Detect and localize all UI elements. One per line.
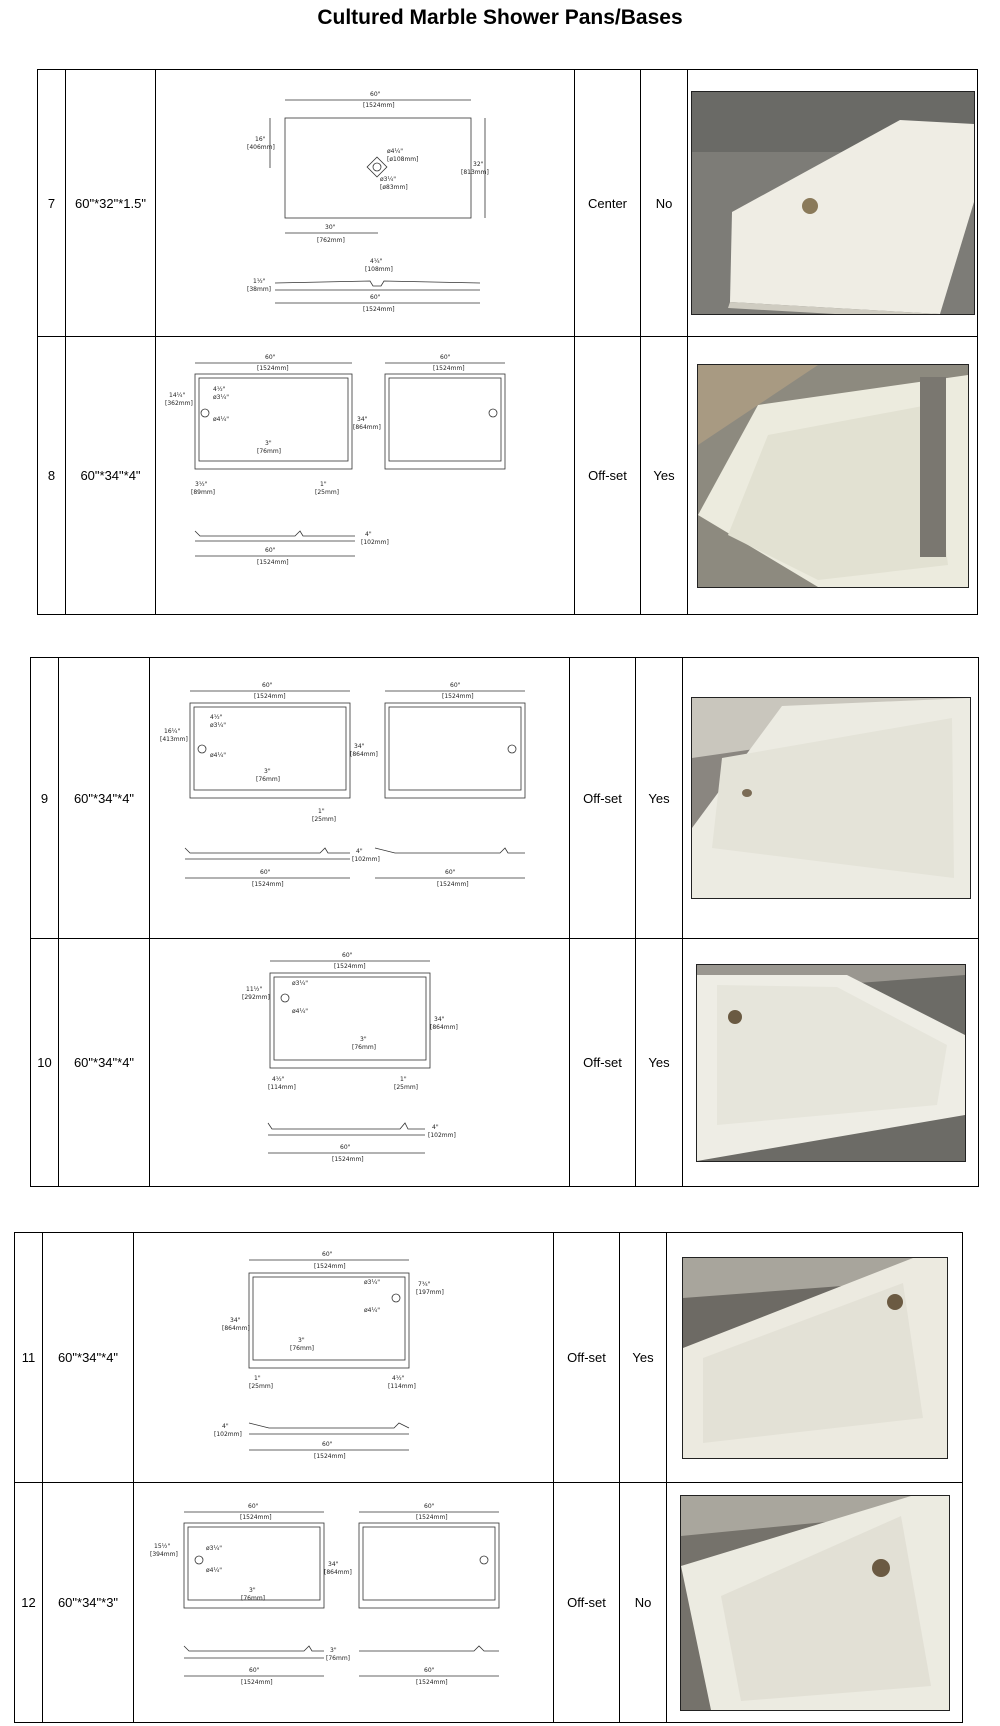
dim-base-length-b-mm: [1524mm] [415, 1678, 448, 1686]
dim-width-mm: [864mm] [221, 1324, 250, 1332]
dim-width-mm: [864mm] [353, 423, 381, 431]
product-photo [680, 1495, 950, 1711]
spec-table-a [37, 69, 978, 615]
model-number: 9 [31, 658, 59, 939]
dim-drain-c: ø4¼" [209, 752, 226, 759]
dim-side: 1" [399, 1075, 407, 1083]
table-row [31, 658, 979, 939]
spec-table-b [30, 657, 979, 1187]
product-photo [696, 964, 966, 1162]
product-photo-cell [683, 939, 979, 1187]
pan-size: 60"*32"*1.5" [66, 70, 156, 337]
dim-drain-a: 4½" [213, 385, 226, 393]
dim-height-mm: [38mm] [247, 286, 272, 293]
dim-height-mm: [76mm] [325, 1654, 350, 1662]
dim-base-length: 60" [370, 294, 381, 301]
dim-side-mm: [25mm] [315, 488, 340, 496]
drain-position: Center [575, 70, 641, 337]
dim-drain-b: ø3¼" [205, 1544, 222, 1552]
dim-drain-a: 4½" [209, 714, 222, 721]
dim-height: 4" [221, 1422, 229, 1430]
dim-width-mm: [813mm] [461, 169, 489, 176]
dim-drain-outer-mm: [ø108mm] [387, 156, 419, 163]
spec-table-c [14, 1232, 963, 1723]
dim-base-length: 60" [339, 1143, 350, 1151]
dim-length-b-mm: [1524mm] [441, 693, 474, 700]
dim-drain-a: 4½" [391, 1374, 404, 1382]
dim-height-mm: [102mm] [361, 538, 389, 546]
dim-height-mm: [102mm] [213, 1430, 242, 1438]
dim-base-length: 60" [265, 546, 276, 554]
dim-drain-offset-mm: [292mm] [241, 993, 270, 1001]
dim-length: 60" [265, 353, 276, 361]
dimension-drawing [150, 939, 570, 1187]
pan-size: 60"*34"*4" [59, 658, 150, 939]
product-photo-cell [667, 1233, 963, 1483]
dim-mid-mm: [76mm] [351, 1043, 376, 1051]
model-number: 11 [15, 1233, 43, 1483]
page-title: Cultured Marble Shower Pans/Bases [317, 6, 683, 29]
dim-mid: 3" [263, 768, 271, 775]
dim-mid: 3" [248, 1586, 256, 1594]
dim-side-mm: [25mm] [248, 1382, 273, 1390]
table-row [31, 939, 979, 1187]
dim-drain-inner-mm: [ø83mm] [380, 184, 408, 191]
dim-width: 34" [327, 1560, 338, 1568]
dim-drain-b: ø3¼" [209, 722, 226, 729]
dim-drain-offset-mm: [362mm] [165, 399, 193, 407]
product-photo [697, 364, 969, 588]
dim-length-b-mm: [1524mm] [415, 1513, 448, 1521]
dim-mid-mm: [76mm] [289, 1344, 314, 1352]
dim-width: 34" [433, 1015, 444, 1023]
dim-drain-inner: ø3¼" [380, 176, 397, 183]
dim-half-width: 16" [255, 136, 266, 143]
table-row [15, 1483, 963, 1723]
model-number: 12 [15, 1483, 43, 1723]
dim-height: 3" [329, 1646, 337, 1654]
dim-base-length-b: 60" [444, 869, 455, 876]
dim-base-length: 60" [321, 1440, 332, 1448]
drain-position: Off-set [570, 658, 636, 939]
dim-base-length: 60" [248, 1666, 259, 1674]
dim-drain-b: ø3¼" [213, 393, 230, 401]
dim-drain-offset: 15½" [153, 1542, 170, 1550]
dim-low-mm: [89mm] [191, 488, 216, 496]
dim-drain-outer: ø4¼" [387, 148, 404, 155]
dim-low: 3½" [195, 480, 208, 488]
dim-base-length-b: 60" [423, 1666, 434, 1674]
dim-base-length-mm: [1524mm] [363, 306, 395, 313]
dim-length: 60" [341, 951, 352, 959]
dim-length-mm: [1524mm] [363, 102, 395, 109]
dim-mid-mm: [76mm] [255, 776, 280, 783]
dim-height: 4" [355, 848, 363, 855]
dim-width-mm: [864mm] [429, 1023, 458, 1031]
table-row [38, 70, 978, 337]
product-photo-cell [688, 337, 978, 615]
dim-width: 34" [229, 1316, 240, 1324]
pan-size: 60"*34"*4" [43, 1233, 134, 1483]
dim-drain-b: ø3¼" [363, 1278, 380, 1286]
dim-base-length-mm: [1524mm] [251, 881, 284, 888]
dim-side: 1" [320, 480, 327, 488]
tile-flange: No [620, 1483, 667, 1723]
dim-length: 60" [247, 1502, 258, 1510]
dim-drain-depth: 4¼" [370, 258, 383, 265]
dim-side: 1" [253, 1374, 261, 1382]
dim-mid-mm: [76mm] [240, 1594, 265, 1602]
dim-drain-b: ø3¼" [291, 979, 308, 987]
model-number: 8 [38, 337, 66, 615]
dim-base-length: 60" [259, 869, 270, 876]
dim-length-mm: [1524mm] [253, 693, 286, 700]
dim-length-mm: [1524mm] [313, 1262, 346, 1270]
dimension-drawing [156, 70, 575, 337]
dim-mid: 3" [265, 439, 272, 447]
dim-width: 32" [473, 161, 484, 168]
dim-drain-offset: 16¼" [163, 728, 180, 735]
dim-drain-offset: 14¼" [169, 391, 186, 399]
dim-mid: 3" [359, 1035, 367, 1043]
dim-length-b: 60" [449, 682, 460, 689]
drain-position: Off-set [575, 337, 641, 615]
dimension-drawing [150, 658, 570, 939]
table-row [15, 1233, 963, 1483]
dimension-drawing [134, 1233, 554, 1483]
dim-drain-depth-mm: [108mm] [365, 266, 393, 273]
dim-drain-offset-mm: [197mm] [415, 1288, 444, 1296]
dim-drain-a: 4½" [271, 1075, 284, 1083]
dim-mid-mm: [76mm] [257, 447, 282, 455]
dim-base-length-mm: [1524mm] [313, 1452, 346, 1460]
dim-width-mm: [864mm] [349, 751, 378, 758]
dim-side-mm: [25mm] [393, 1083, 418, 1091]
dim-height: 4" [365, 530, 372, 538]
dim-base-length-mm: [1524mm] [257, 558, 289, 566]
dim-height-mm: [102mm] [427, 1131, 456, 1139]
dim-width: 34" [357, 415, 368, 423]
dim-half-length-mm: [762mm] [317, 237, 345, 244]
product-photo [691, 91, 975, 315]
dim-length: 60" [370, 91, 381, 98]
dim-side: 1" [317, 808, 325, 815]
dim-width-mm: [864mm] [323, 1568, 352, 1576]
dim-length-b-mm: [1524mm] [433, 364, 465, 372]
tile-flange: Yes [636, 939, 683, 1187]
product-photo-cell [683, 658, 979, 939]
dim-length-b: 60" [440, 353, 451, 361]
dim-width: 34" [353, 743, 364, 750]
dim-length-mm: [1524mm] [239, 1513, 272, 1521]
dimension-drawing [134, 1483, 554, 1723]
drain-position: Off-set [570, 939, 636, 1187]
dim-length: 60" [261, 682, 272, 689]
dim-height: 1½" [253, 278, 266, 285]
dim-drain-offset-mm: [413mm] [159, 736, 188, 743]
product-photo-cell [688, 70, 978, 337]
drain-position: Off-set [554, 1233, 620, 1483]
dim-length-b: 60" [423, 1502, 434, 1510]
dim-length: 60" [321, 1250, 332, 1258]
dim-drain-offset: 11½" [245, 985, 262, 993]
product-photo-cell [667, 1483, 963, 1723]
dim-drain-c: ø4¼" [363, 1306, 380, 1314]
dimension-drawing [156, 337, 575, 615]
tile-flange: Yes [641, 337, 688, 615]
dim-height-mm: [102mm] [351, 856, 380, 863]
dim-mid: 3" [297, 1336, 305, 1344]
dim-side-mm: [25mm] [311, 816, 336, 823]
drain-position: Off-set [554, 1483, 620, 1723]
dim-height: 4" [431, 1123, 439, 1131]
model-number: 7 [38, 70, 66, 337]
dim-base-length-mm: [1524mm] [240, 1678, 273, 1686]
tile-flange: Yes [636, 658, 683, 939]
product-photo [682, 1257, 948, 1459]
dim-drain-c: ø4¼" [205, 1566, 222, 1574]
dim-length-mm: [1524mm] [333, 962, 366, 970]
pan-size: 60"*34"*4" [66, 337, 156, 615]
pan-size: 60"*34"*3" [43, 1483, 134, 1723]
product-photo [691, 697, 971, 899]
pan-size: 60"*34"*4" [59, 939, 150, 1187]
model-number: 10 [31, 939, 59, 1187]
dim-drain-offset-mm: [394mm] [149, 1550, 178, 1558]
table-row [38, 337, 978, 615]
dim-length-mm: [1524mm] [257, 364, 289, 372]
dim-half-length: 30" [325, 224, 336, 231]
dim-half-width-mm: [406mm] [247, 144, 275, 151]
dim-drain-a-mm: [114mm] [387, 1382, 416, 1390]
dim-base-length-mm: [1524mm] [331, 1155, 364, 1163]
dim-drain-offset: 7¾" [417, 1280, 430, 1288]
tile-flange: No [641, 70, 688, 337]
tile-flange: Yes [620, 1233, 667, 1483]
dim-drain-a-mm: [114mm] [267, 1083, 296, 1091]
dim-drain-c: ø4¼" [291, 1007, 308, 1015]
dim-base-length-b-mm: [1524mm] [436, 881, 469, 888]
dim-drain-c: ø4¼" [213, 415, 230, 423]
